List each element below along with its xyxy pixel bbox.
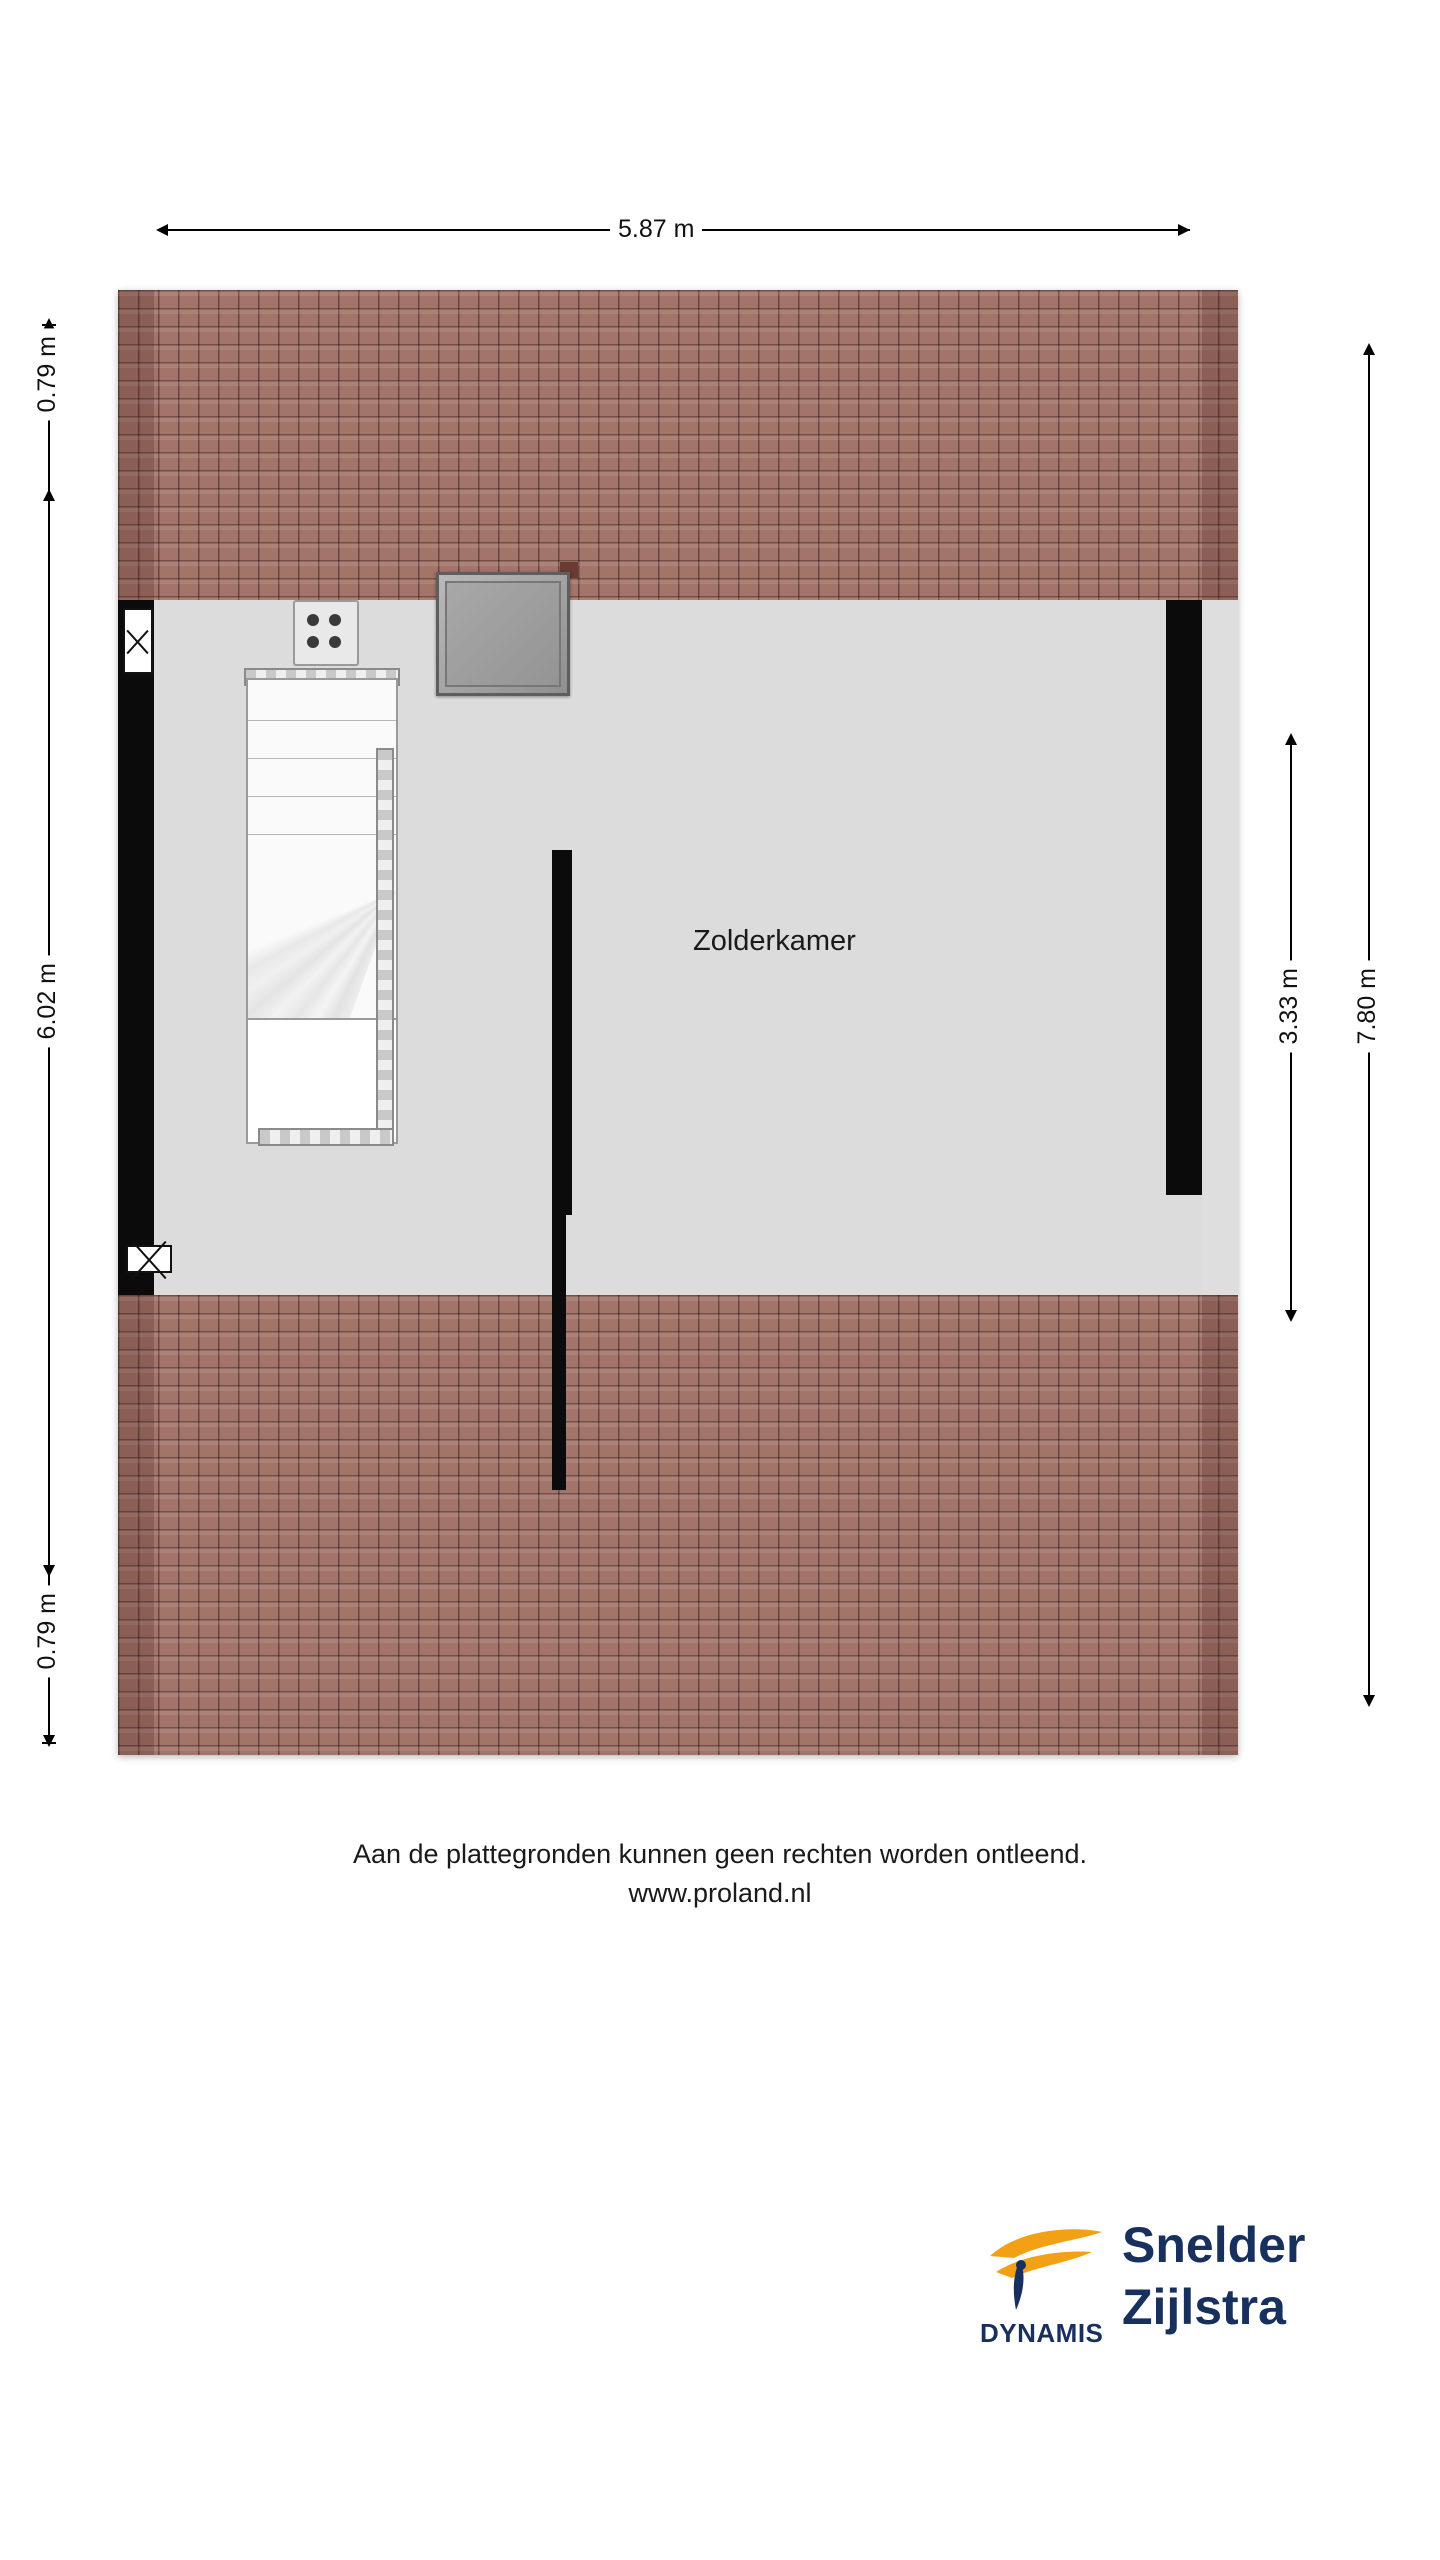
disclaimer-block [0, 1835, 1440, 1913]
dimension-arrow-down-right-inner [1285, 1310, 1297, 1322]
dimension-arrow-up-right-total [1363, 343, 1375, 355]
stair-tread [248, 720, 396, 721]
appliance-cooker [293, 600, 359, 666]
burner-icon-4 [329, 636, 341, 648]
stair-railing-bottom [258, 1128, 394, 1146]
logo-name-line-2: Zijlstra [1122, 2279, 1286, 2335]
dimension-label-right-inner: 3.33 m [1275, 960, 1304, 1052]
dimension-label-right-total: 7.80 m [1353, 960, 1382, 1052]
brand-logo [980, 2210, 1350, 2360]
dimension-arrow-down-right-total [1363, 1695, 1375, 1707]
burner-icon-2 [329, 614, 341, 626]
dimension-label-left-middle: 6.02 m [33, 955, 62, 1047]
dimension-arrow-down-left-bottom [43, 1735, 55, 1747]
building-outline [118, 290, 1238, 1755]
dimension-label-left-bottom: 0.79 m [33, 1585, 62, 1677]
roof-surface-top [118, 290, 1238, 600]
dimension-tick-left-top [42, 324, 56, 326]
disclaimer-line-2: www.proland.nl [628, 1878, 812, 1909]
logo-dynamis-text: DYNAMIS [980, 2318, 1104, 2348]
roof-edge-top-right [1202, 290, 1238, 600]
dimension-label-left-top: 0.79 m [33, 328, 62, 420]
wall-partition-lower [552, 1215, 566, 1490]
dimension-arrow-up-right-inner [1285, 733, 1297, 745]
disclaimer-line-1: Aan de plattegronden kunnen geen rechten worden ontleend. [352, 1839, 1088, 1869]
dimension-arrow-right [1178, 224, 1190, 236]
stair-tread [248, 834, 396, 835]
skylight-window [436, 572, 570, 696]
stair-tread [248, 796, 396, 797]
roof-surface-bottom [118, 1295, 1238, 1755]
dimension-arrow-left [156, 224, 168, 236]
burner-icon-3 [307, 636, 319, 648]
stair-treads-fan [248, 680, 396, 1020]
wall-right [1166, 600, 1202, 1195]
window-left-lower [126, 1245, 172, 1273]
logo-name-line-1: Snelder [1122, 2217, 1306, 2273]
dimension-arrow-up-left-middle [43, 489, 55, 501]
stair-tread [248, 758, 396, 759]
wall-partition-interior [552, 850, 572, 1215]
skylight-glass [445, 581, 561, 687]
burner-icon-1 [307, 614, 319, 626]
roof-edge-top-left [118, 290, 154, 600]
swoosh-icon [980, 2218, 1110, 2318]
window-left-upper [123, 608, 153, 674]
dimension-label-width-top: 5.87 m [610, 215, 702, 244]
roof-edge-bottom-right [1202, 1295, 1238, 1755]
roof-edge-bottom-left [118, 1295, 154, 1755]
room-label-zolderkamer: Zolderkamer [693, 925, 856, 957]
stair-railing-right [376, 748, 394, 1142]
dimension-tick-left-bottom [42, 1742, 56, 1744]
wall-left [118, 600, 154, 1295]
